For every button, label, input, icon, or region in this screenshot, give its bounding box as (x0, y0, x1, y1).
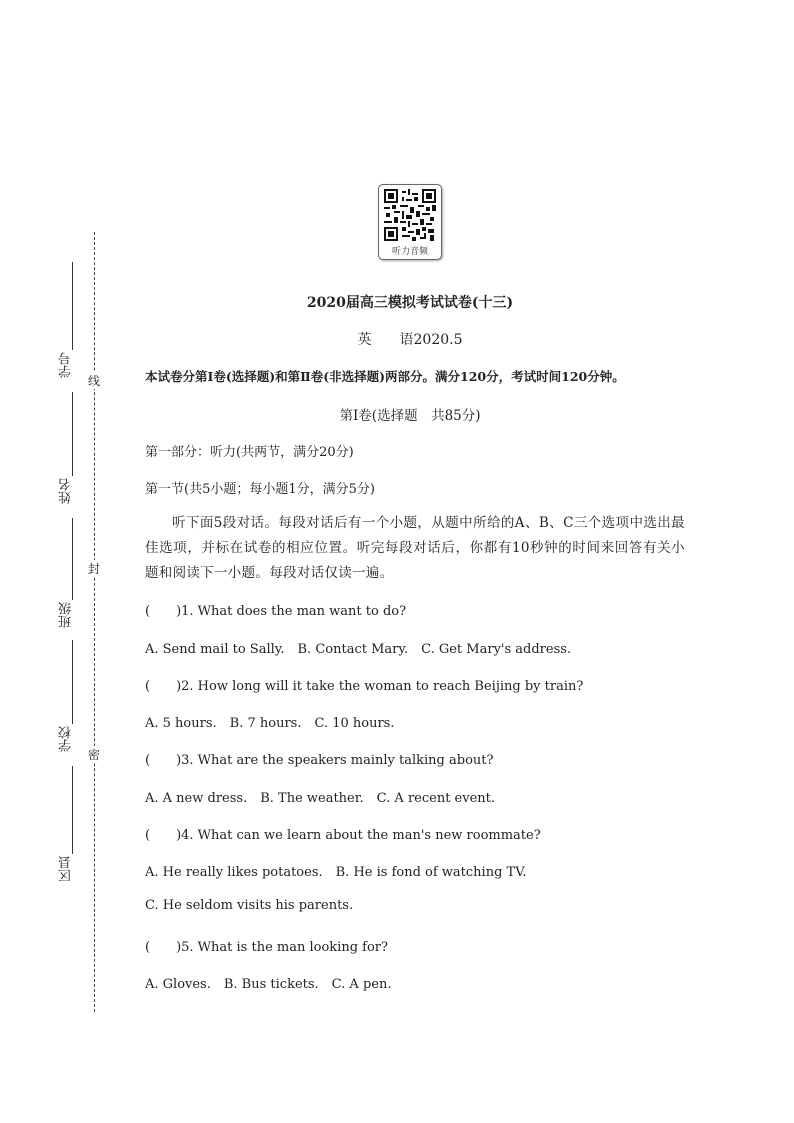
qr-caption: 听力音频 (391, 247, 428, 257)
name-line (72, 392, 73, 476)
question-3-options: A. A new dress. B. The weather. C. A recent event. (145, 791, 496, 806)
district-line (72, 766, 73, 854)
question-3: ( )3. What are the speakers mainly talking about? (145, 753, 494, 768)
question-2: ( )2. How long will it take the woman to reach Beijing by train? (145, 679, 584, 694)
binding-mark-seal: 封 (87, 562, 100, 576)
listening-instructions: 听下面5段对话。每段对话后有一个小题，从题中所给的A、B、C三个选项中选出最佳选项，并标在试卷的相应位置。听完每段对话后，你都有10秒钟的时间来回答有关小题和阅读下一小题。每段对话仅读一遍。 (145, 515, 685, 581)
exam-title: 2020届高三模拟考试试卷(十三) (306, 295, 514, 311)
question-4-options: A. He really likes potatoes. B. He is fond of watching TV. (145, 865, 527, 880)
binding-dashed-line (94, 232, 95, 1012)
student-id-line (72, 262, 73, 350)
binding-mark-line: 线 (87, 374, 100, 388)
subject-line: 英 语2020.5 (357, 332, 463, 348)
question-1-options: A. Send mail to Sally. B. Contact Mary. C. Get Mary's address. (145, 642, 572, 657)
exam-intro: 本试卷分第Ⅰ卷(选择题)和第Ⅱ卷(非选择题)两部分。满分120分，考试时间120分钟。 (145, 369, 625, 384)
student-id-label: 学号 (59, 352, 74, 378)
question-4: ( )4. What can we learn about the man's new roommate? (145, 828, 541, 843)
school-line (72, 640, 73, 724)
question-5-options: A. Gloves. B. Bus tickets. C. A pen. (145, 977, 392, 992)
part-heading: 第一部分：听力(共两节，满分20分) (145, 445, 354, 460)
class-label: 班级 (59, 602, 74, 628)
district-label: 区县 (59, 856, 74, 882)
question-5: ( )5. What is the man looking for? (145, 940, 388, 955)
question-4-options-2: C. He seldom visits his parents. (145, 898, 354, 913)
section-title: 第Ⅰ卷(选择题 共85分) (339, 408, 481, 424)
question-2-options: A. 5 hours. B. 7 hours. C. 10 hours. (145, 716, 395, 731)
binding-mark-secret: 密 (87, 748, 100, 762)
name-label: 姓名 (59, 478, 74, 504)
subsection-heading: 第一节(共5小题；每小题1分，满分5分) (145, 482, 375, 497)
qr-code-card (378, 184, 442, 260)
question-1: ( )1. What does the man want to do? (145, 604, 407, 619)
class-line (72, 518, 73, 600)
qr-code-icon (384, 189, 436, 241)
school-label: 学校 (59, 726, 74, 752)
